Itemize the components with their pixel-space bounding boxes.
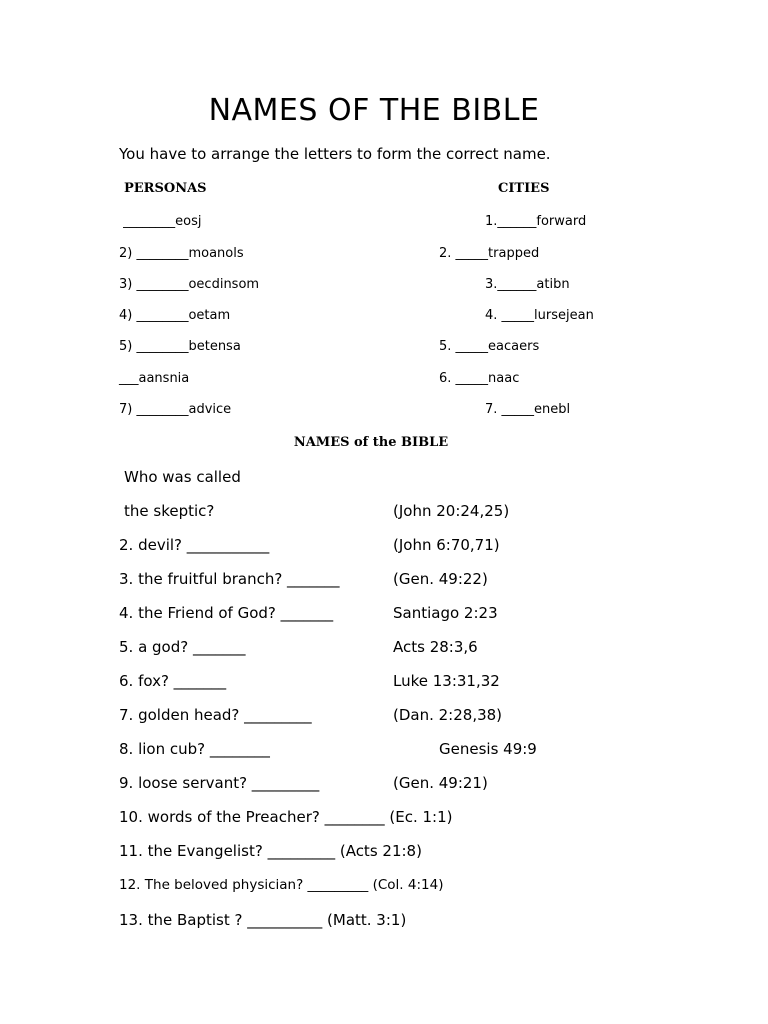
cities-item: 7. _____enebl — [485, 402, 571, 417]
question-reference: (Gen. 49:22) — [393, 570, 488, 588]
question-text: 10. words of the Preacher? ________ (Ec. 1:1) — [119, 808, 453, 826]
personas-item: ___aansnia — [119, 371, 190, 386]
personas-item: 2) ________moanols — [119, 246, 244, 261]
question-reference: (John 20:24,25) — [393, 502, 510, 520]
question-reference: Luke 13:31,32 — [393, 672, 500, 690]
cities-heading: CITIES — [498, 181, 550, 196]
cities-item: 3.______atibn — [485, 277, 570, 292]
question-reference: Santiago 2:23 — [393, 604, 498, 622]
question-reference: (John 6:70,71) — [393, 536, 500, 554]
question-text: 8. lion cub? ________ — [119, 740, 270, 758]
personas-item: 7) ________advice — [119, 402, 232, 417]
personas-item: 5) ________betensa — [119, 339, 241, 354]
question-text: 12. The beloved physician? _________ (Col. 4:14) — [119, 877, 444, 893]
question-intro: Who was called — [124, 468, 241, 486]
personas-heading: PERSONAS — [124, 181, 207, 196]
question-reference: Acts 28:3,6 — [393, 638, 478, 656]
personas-item: 3) ________oecdinsom — [119, 277, 260, 292]
cities-item: 4. _____lursejean — [485, 308, 594, 323]
question-reference: (Dan. 2:28,38) — [393, 706, 503, 724]
personas-item: ________eosj — [119, 214, 202, 229]
personas-item: 4) ________oetam — [119, 308, 231, 323]
question-text: 9. loose servant? _________ — [119, 774, 320, 792]
question-text: 2. devil? ___________ — [119, 536, 270, 554]
instructions: You have to arrange the letters to form the correct name. — [119, 145, 551, 163]
question-reference: Genesis 49:9 — [439, 740, 537, 758]
question-text: 7. golden head? _________ — [119, 706, 312, 724]
cities-item: 5. _____eacaers — [439, 339, 540, 354]
question-reference: (Gen. 49:21) — [393, 774, 488, 792]
cities-item: 2. _____trapped — [439, 246, 540, 261]
question-text: 4. the Friend of God? _______ — [119, 604, 334, 622]
question-text: 5. a god? _______ — [119, 638, 246, 656]
question-text: 13. the Baptist ? __________ (Matt. 3:1) — [119, 911, 407, 929]
question-text: 11. the Evangelist? _________ (Acts 21:8) — [119, 842, 422, 860]
cities-item: 1.______forward — [485, 214, 587, 229]
question-text: the skeptic? — [124, 502, 215, 520]
question-text: 6. fox? _______ — [119, 672, 227, 690]
cities-item: 6. _____naac — [439, 371, 520, 386]
section-heading: NAMES of the BIBLE — [293, 435, 449, 450]
question-text: 3. the fruitful branch? _______ — [119, 570, 340, 588]
page-title: NAMES OF THE BIBLE — [208, 93, 540, 128]
